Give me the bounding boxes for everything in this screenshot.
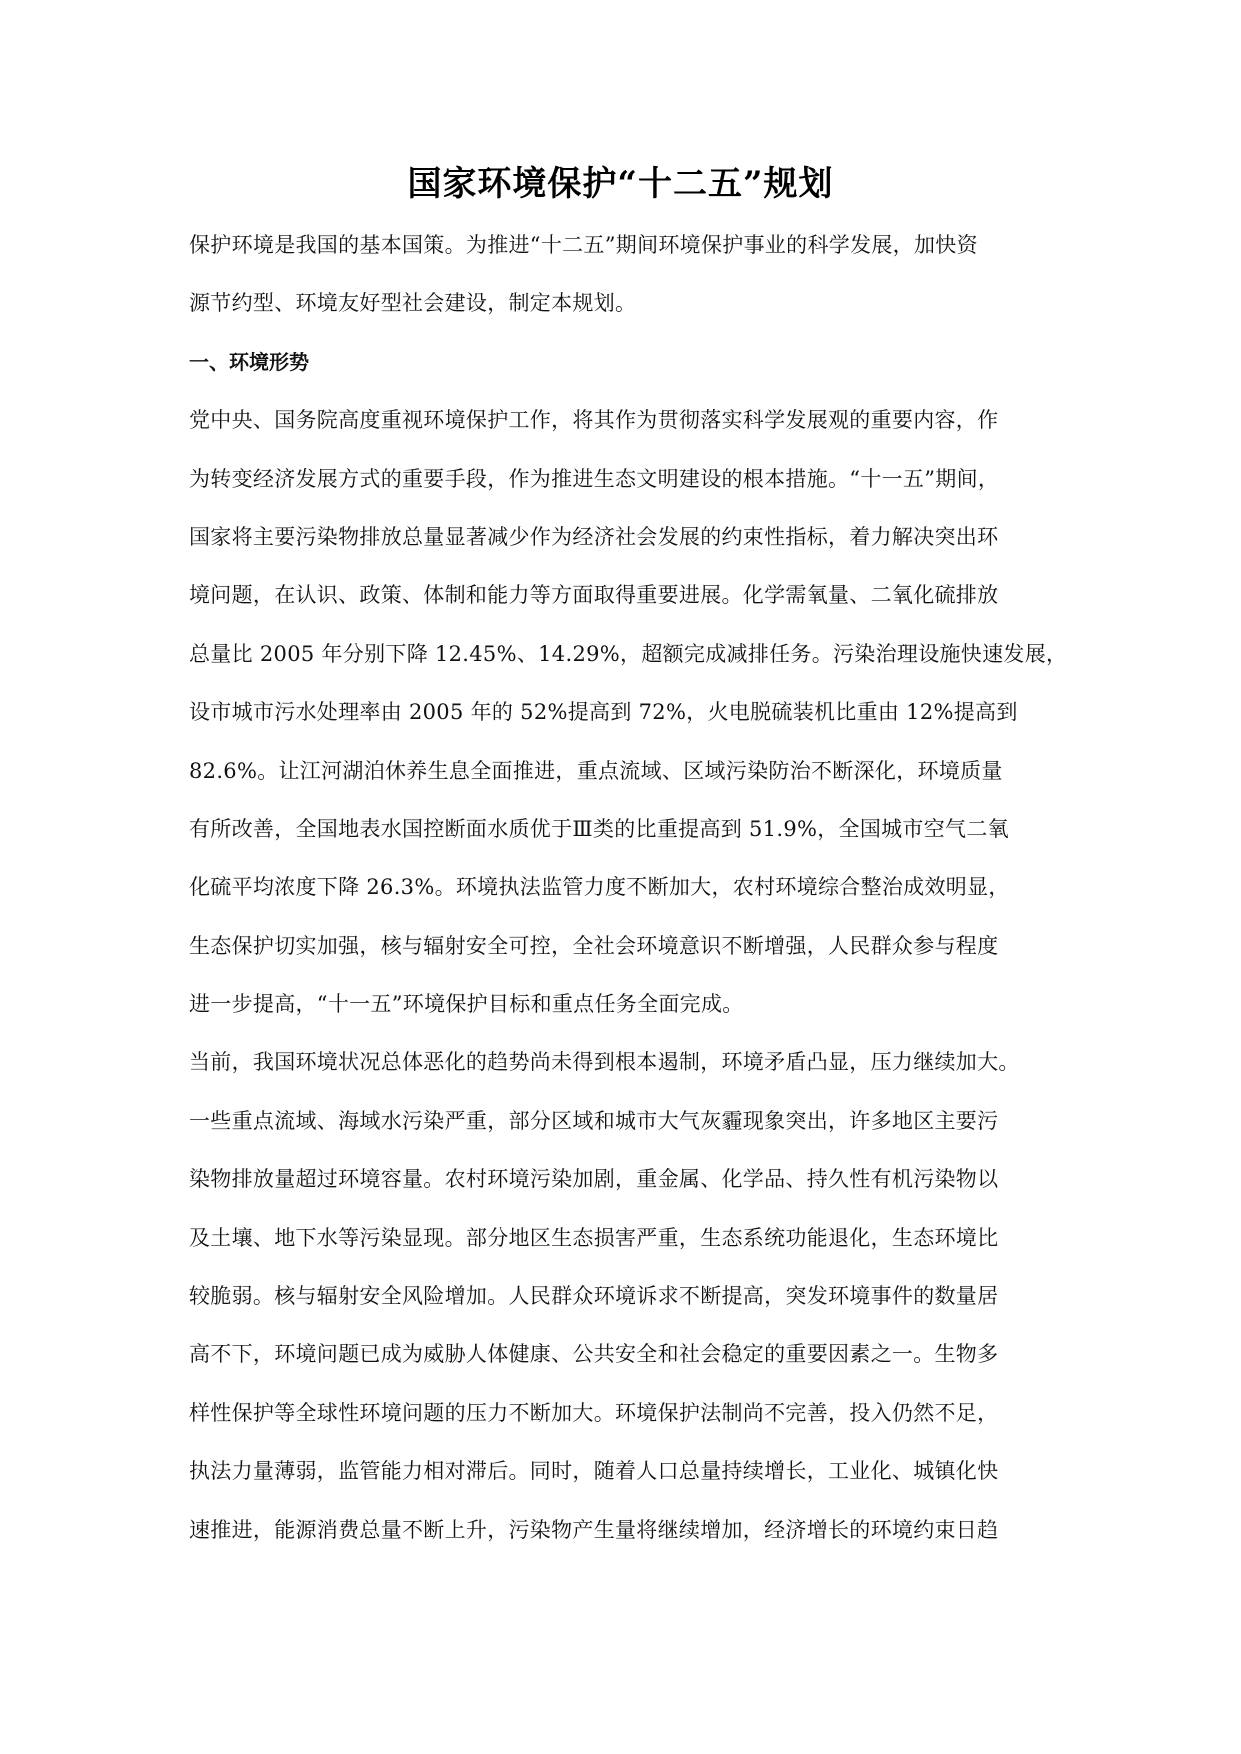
text-line: 进一步提高，“十一五”环境保护目标和重点任务全面完成。 [189,992,744,1017]
text-line: 保护环境是我国的基本国策。为推进“十二五”期间环境保护事业的科学发展，加快资 [189,233,978,257]
section-heading: 一、环境形势 [189,349,309,374]
text-line: 速推进，能源消费总量不断上升，污染物产生量将继续增加，经济增长的环境约束日趋 [189,1517,999,1542]
intro-paragraph [189,216,1069,333]
text-line: 党中央、国务院高度重视环境保护工作，将其作为贯彻落实科学发展观的重要内容，作 [189,408,999,433]
text-line: 生态保护切实加强，核与辐射安全可控，全社会环境意识不断增强，人民群众参与程度 [189,933,999,958]
text-line: 较脆弱。核与辐射安全风险增加。人民群众环境诉求不断提高，突发环境事件的数量居 [189,1284,999,1309]
text-line: 样性保护等全球性环境问题的压力不断加大。环境保护法制尚不完善，投入仍然不足， [189,1400,999,1425]
text-line: 设市城市污水处理率由 2005 年的 52%提高到 72%，火电脱硫装机比重由 12%提高到 [189,700,1018,725]
text-line: 高不下，环境问题已成为威胁人体健康、公共安全和社会稳定的重要因素之一。生物多 [189,1342,999,1367]
paragraph-environment-achievements [189,391,1069,1033]
document-title: 国家环境保护“十二五”规划 [407,164,834,204]
text-line: 执法力量薄弱，监管能力相对滞后。同时，随着人口总量持续增长，工业化、城镇化快 [189,1459,999,1484]
text-line: 境问题，在认识、政策、体制和能力等方面取得重要进展。化学需氧量、二氧化硫排放 [189,583,999,608]
text-line: 染物排放量超过环境容量。农村环境污染加剧，重金属、化学品、持久性有机污染物以 [189,1167,999,1192]
text-line: 一些重点流域、海域水污染严重，部分区域和城市大气灰霾现象突出，许多地区主要污 [189,1108,999,1133]
paragraph-current-challenges [189,1033,1069,1559]
text-line: 82.6%。让江河湖泊休养生息全面推进，重点流域、区域污染防治不断深化，环境质量 [189,758,1003,783]
text-line: 总量比 2005 年分别下降 12.45%、14.29%，超额完成减排任务。污染治理设施快速发展， [189,641,1068,666]
text-line: 及土壤、地下水等污染显现。部分地区生态损害严重，生态系统功能退化，生态环境比 [189,1225,999,1250]
text-line: 源节约型、环境友好型社会建设，制定本规划。 [189,291,637,316]
text-line: 化硫平均浓度下降 26.3%。环境执法监管力度不断加大，农村环境综合整治成效明显， [189,875,1010,900]
text-line: 国家将主要污染物排放总量显著减少作为经济社会发展的约束性指标，着力解决突出环 [189,524,999,549]
text-line: 当前，我国环境状况总体恶化的趋势尚未得到根本遏制，环境矛盾凸显，压力继续加大。 [189,1050,1020,1075]
text-line: 为转变经济发展方式的重要手段，作为推进生态文明建设的根本措施。“十一五”期间， [189,466,1000,491]
document-body [189,216,1069,1559]
text-line: 有所改善，全国地表水国控断面水质优于Ⅲ类的比重提高到 51.9%，全国城市空气二氧 [189,816,1009,841]
